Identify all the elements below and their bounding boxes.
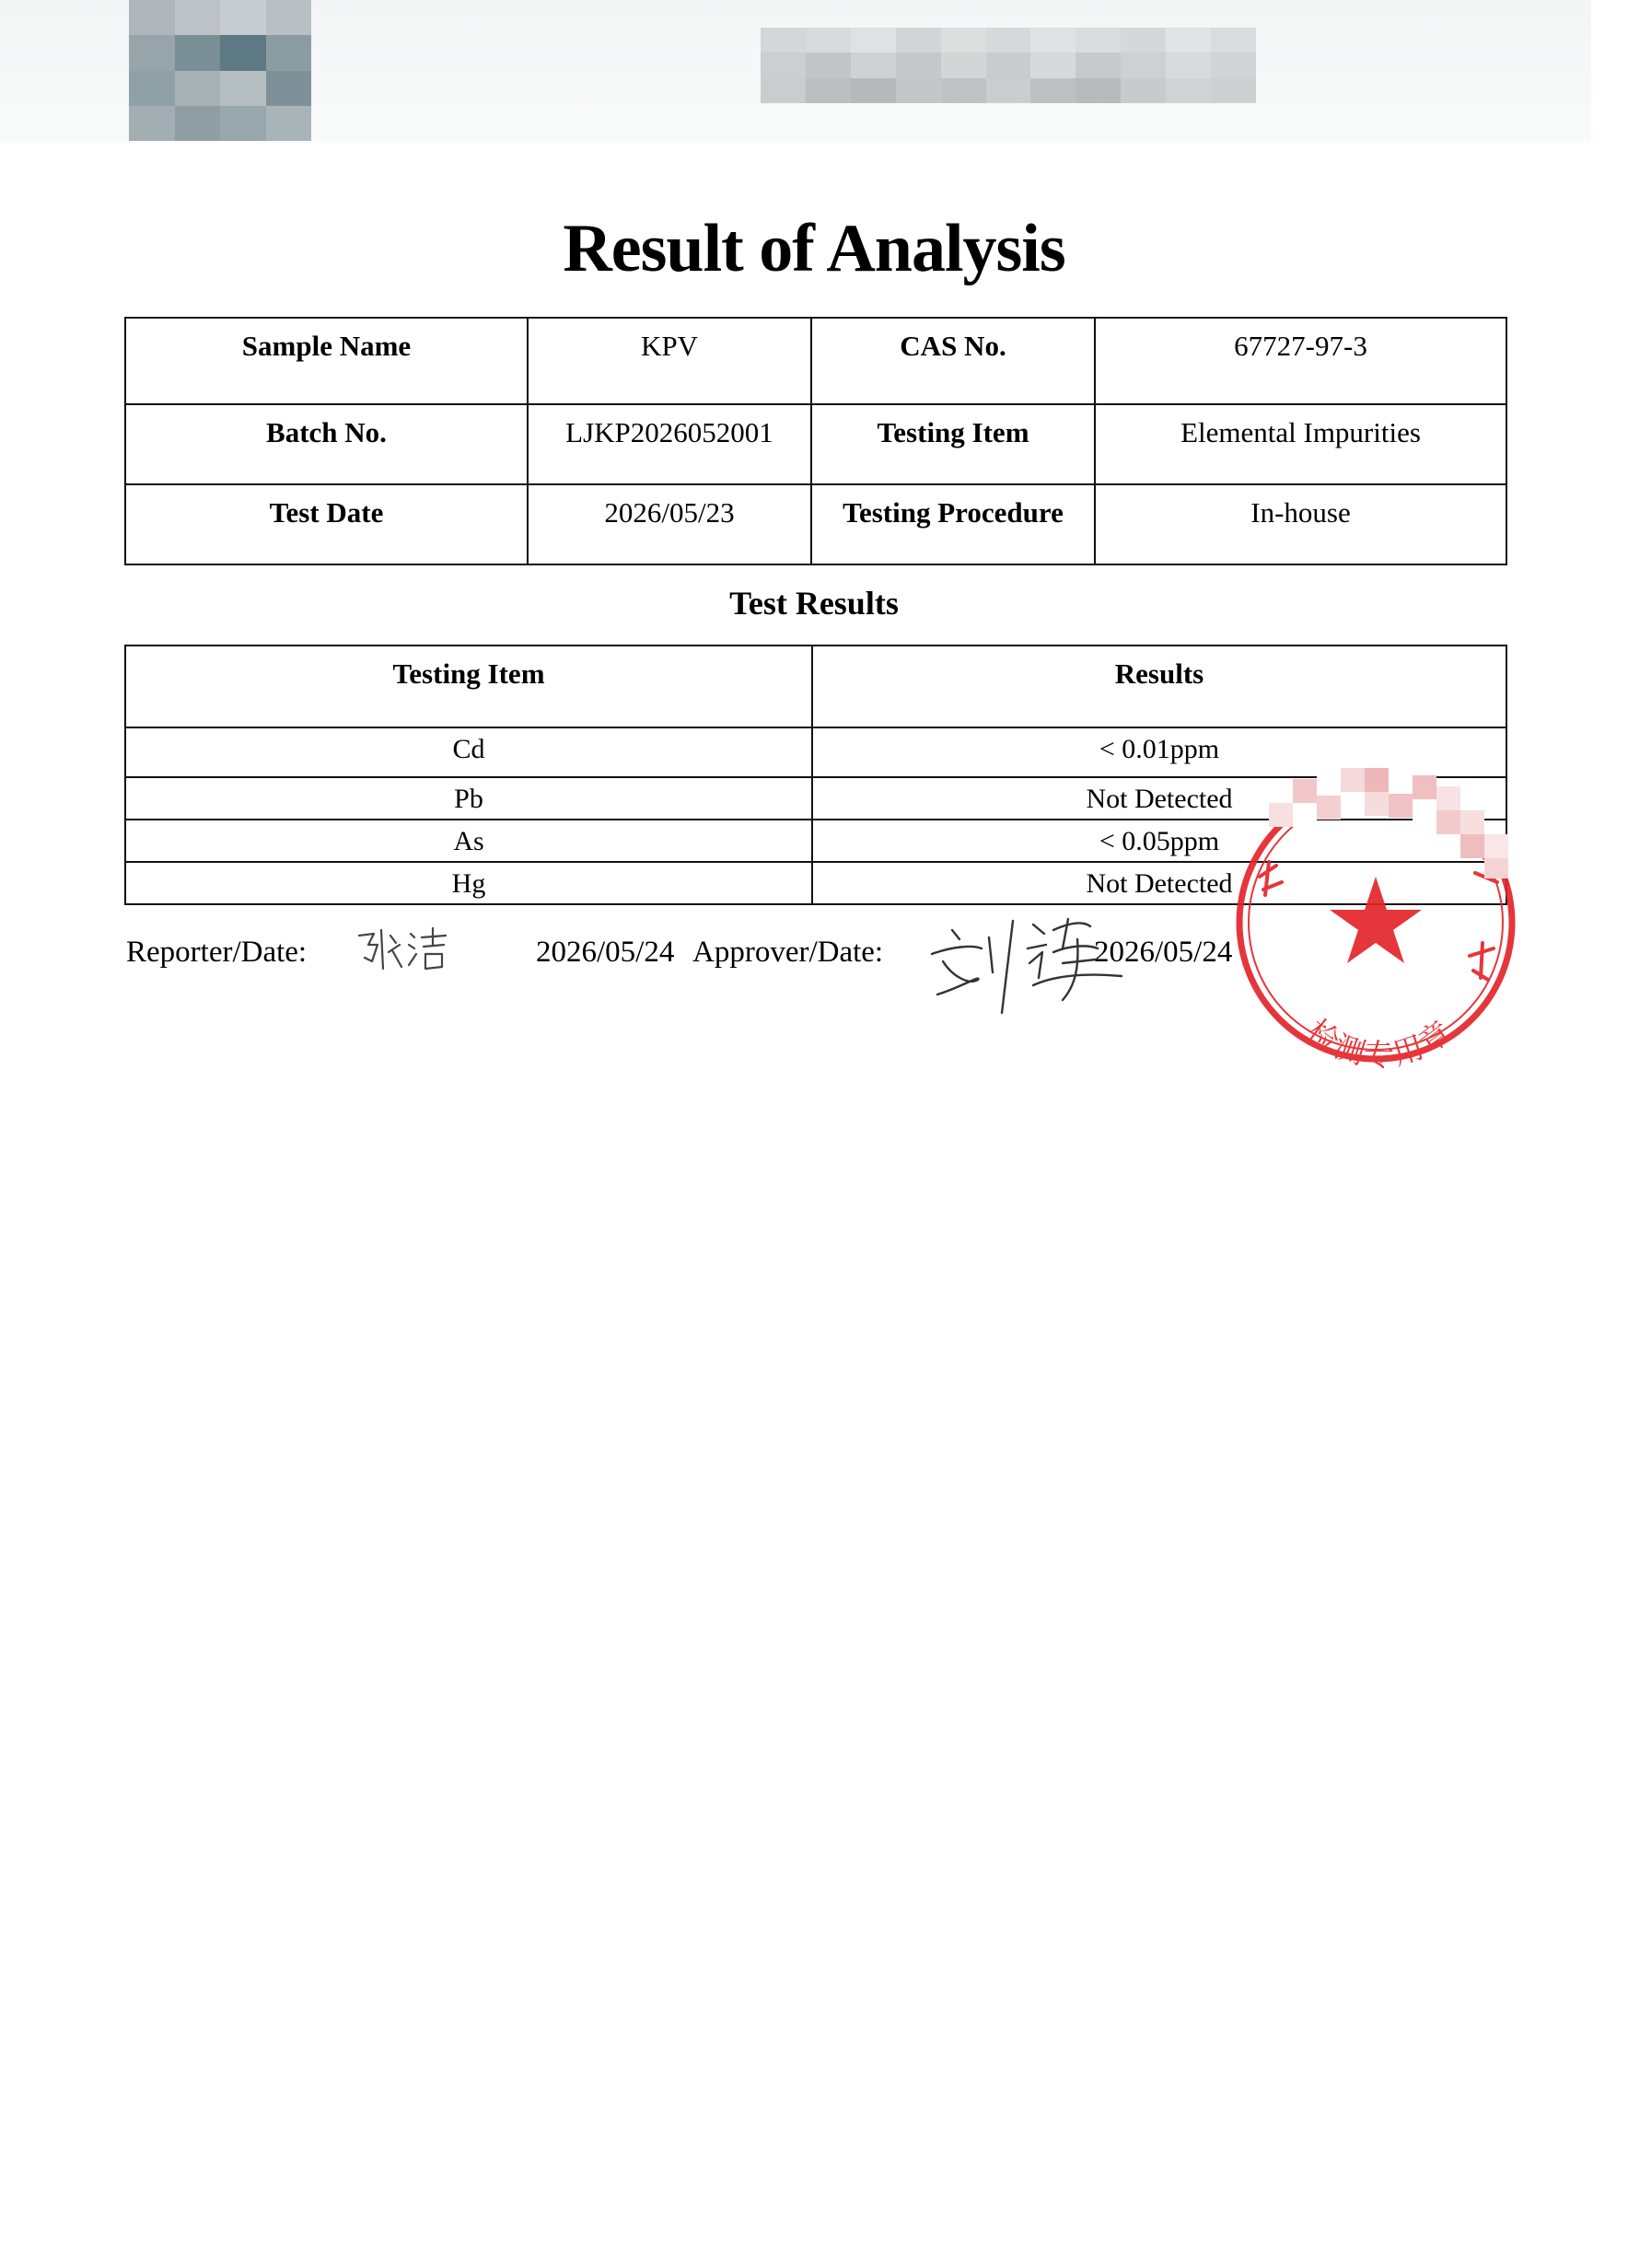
sample-name-label: Sample Name xyxy=(125,318,528,404)
testing-item-label: Testing Item xyxy=(811,404,1095,484)
reporter-date-value: 2026/05/24 xyxy=(536,936,675,969)
batch-no-value: LJKP2026052001 xyxy=(528,404,811,484)
page-title: Result of Analysis xyxy=(563,211,1065,286)
redacted-company-name xyxy=(761,28,1256,103)
test-date-label: Test Date xyxy=(125,484,528,564)
company-seal-stamp xyxy=(1228,766,1523,1079)
row-result: < 0.05ppm xyxy=(812,820,1506,862)
results-header-row xyxy=(125,646,1506,727)
sample-info-table xyxy=(124,317,1507,565)
row-item: As xyxy=(125,820,812,862)
cas-no-value: 67727-97-3 xyxy=(1095,318,1506,404)
info-row xyxy=(125,318,1506,404)
redacted-seal-mosaic xyxy=(1269,768,1508,878)
test-date-value: 2026/05/23 xyxy=(528,484,811,564)
approver-date-label: Approver/Date: xyxy=(692,936,884,969)
batch-no-label: Batch No. xyxy=(125,404,528,484)
testing-item-value: Elemental Impurities xyxy=(1095,404,1506,484)
seal-text: 检测专用章 xyxy=(1300,1012,1460,1073)
row-item: Pb xyxy=(125,777,812,820)
cas-no-label: CAS No. xyxy=(811,318,1095,404)
row-result: < 0.01ppm xyxy=(812,727,1506,777)
testing-procedure-value: In-house xyxy=(1095,484,1506,564)
test-results-heading: Test Results xyxy=(729,585,899,622)
reporter-date-label: Reporter/Date: xyxy=(126,936,308,969)
row-result: Not Detected xyxy=(812,777,1506,820)
reporter-signature xyxy=(354,925,455,980)
row-result: Not Detected xyxy=(812,862,1506,904)
redacted-header xyxy=(0,0,1628,143)
approver-signature xyxy=(924,912,1136,1022)
testing-procedure-label: Testing Procedure xyxy=(811,484,1095,564)
row-item: Cd xyxy=(125,727,812,777)
svg-text:检测专用章 xyxy=(1301,1012,1460,1073)
info-row xyxy=(125,404,1506,484)
column-header-results: Results xyxy=(812,646,1506,727)
redacted-logo xyxy=(129,0,311,141)
approver-date-value: 2026/05/24 xyxy=(1094,936,1233,969)
sample-name-value: KPV xyxy=(528,318,811,404)
column-header-testing-item: Testing Item xyxy=(125,646,812,727)
row-item: Hg xyxy=(125,862,812,904)
info-row xyxy=(125,484,1506,564)
